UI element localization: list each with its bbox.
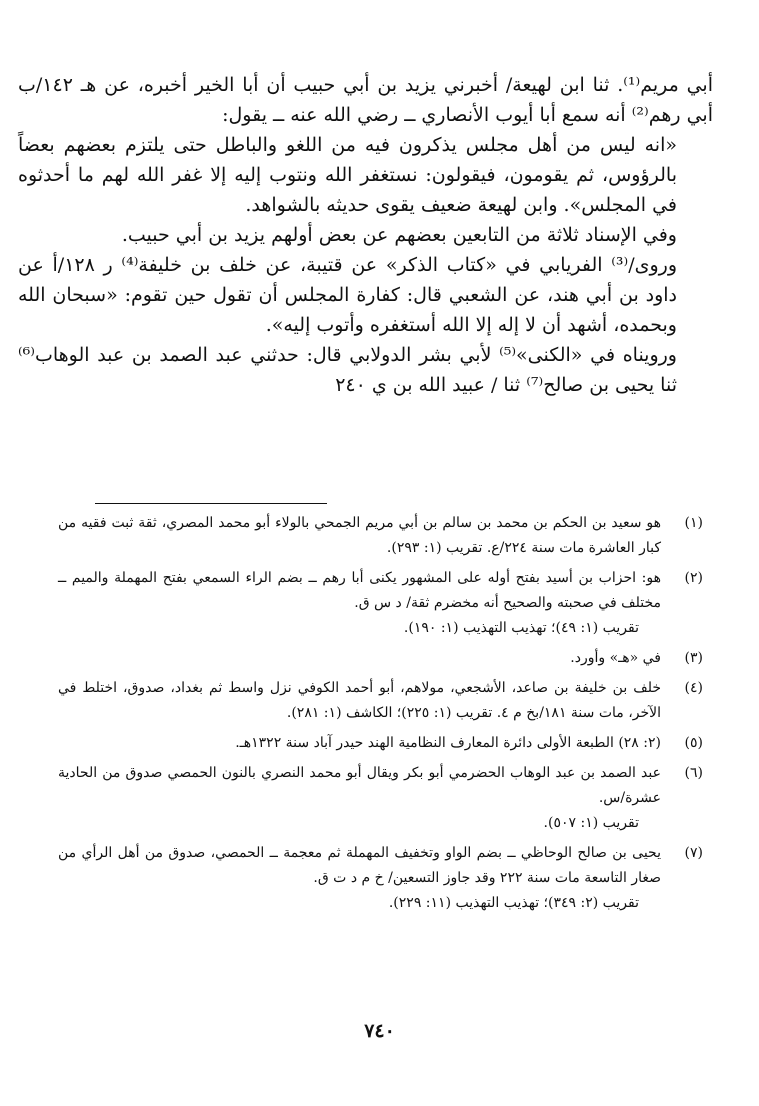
footnote-3	[58, 646, 703, 671]
footnote-text: خلف بن خليفة بن صاعد، الأشجعي، مولاهم، أبو أحمد الكوفي نزل واسط ثم بغداد، صدوق، اختلط في الآخر، مات سنة ١٨١/بخ م ٤. تقريب (١: ٢٢٥)؛ الكاشف (١: ٢٨١).	[58, 680, 661, 721]
paragraph-1: أبي مريم⁽¹⁾. ثنا ابن لهيعة/ أخبرني يزيد بن أبي حبيب أن أبا الخير أخبره، عن هـ ١٤٢/ب أبي رهم⁽²⁾ أنه سمع أبا أيوب الأنصاري ــ رضي الله عنه ــ يقول:	[18, 74, 714, 126]
footnote-number: (٦)	[684, 765, 703, 781]
footnote-7	[58, 841, 703, 916]
footnote-number: (١)	[684, 515, 703, 531]
footnote-1	[58, 511, 703, 561]
footnote-4	[58, 676, 703, 726]
paragraph-2: «انه ليس من أهل مجلس يذكرون فيه من اللغو والباطل حتى يلتزم بعضهم بعضاً بالرؤوس، ثم يقومون، فيقولون: نستغفر الله ونتوب إليه إلا غفر الله لهم ما أحدثوه في المجلس». وابن لهيعة ضعيف يقوى حديثه بالشواهد.	[18, 134, 677, 216]
footnote-number: (٢)	[684, 570, 703, 586]
footnote-text: هو: احزاب بن أسيد بفتح أوله على المشهور يكنى أبا رهم ــ بضم الراء السمعي بفتح المهملة والميم ــ مختلف في صحبته والصحيح أنه مخضرم ثقة/ د س ق.	[58, 570, 661, 611]
footnote-number: (٧)	[684, 845, 703, 861]
footnote-divider	[95, 503, 327, 504]
footnote-text: يحيى بن صالح الوحاظي ــ بضم الواو وتخفيف المهملة ثم معجمة ــ الحمصي، صدوق من أهل الرأي من صغار التاسعة مات سنة ٢٢٢ وقد جاوز التسعين/ خ م د ت ق.	[58, 845, 661, 886]
footnote-number: (٤)	[684, 680, 703, 696]
footnotes	[58, 511, 703, 921]
footnote-reference: تقريب (١: ٥٠٧).	[543, 815, 639, 831]
footnote-6	[58, 761, 703, 836]
paragraph-4: وروى/⁽³⁾ الفريابي في «كتاب الذكر» عن قتيبة، عن خلف بن خليفة⁽⁴⁾ ر ١٢٨/أ عن داود بن أبي هند، عن الشعبي قال: كفارة المجلس أن تقول حين تقوم: «سبحان الله وبحمده، أشهد أن لا إله إلا الله أستغفره وأتوب إليه».	[18, 254, 678, 336]
footnote-5	[58, 731, 703, 756]
footnote-text: في «هـ» وأورد.	[570, 650, 661, 666]
footnote-text: هو سعيد بن الحكم بن محمد بن سالم بن أبي مريم الجمحي بالولاء أبو محمد المصري، ثقة ثبت فقيه من كبار العاشرة مات سنة ٢٢٤/ع. تقريب (١: ٢٩٣).	[58, 515, 661, 556]
footnote-text: (٢: ٢٨) الطبعة الأولى دائرة المعارف النظامية الهند حيدر آباد سنة ١٣٢٢هـ.	[235, 735, 661, 751]
footnote-text: عبد الصمد بن عبد الوهاب الحضرمي أبو بكر ويقال أبو محمد النصري بالنون الحمصي صدوق من الحادية عشرة/س.	[58, 765, 661, 806]
main-text	[18, 70, 713, 400]
footnote-number: (٥)	[684, 735, 703, 751]
paragraph-3: وفي الإسناد ثلاثة من التابعين بعضهم عن بعض أولهم يزيد بن أبي حبيب.	[121, 224, 677, 246]
page-number: ٧٤٠	[364, 1020, 395, 1042]
footnote-2	[58, 566, 703, 641]
footnote-reference: تقريب (١: ٤٩)؛ تهذيب التهذيب (١: ١٩٠).	[403, 620, 639, 636]
footnote-reference: تقريب (٢: ٣٤٩)؛ تهذيب التهذيب (١١: ٢٢٩).	[388, 895, 639, 911]
paragraph-5: ورويناه في «الكنى»⁽⁵⁾ لأبي بشر الدولابي قال: حدثني عبد الصمد بن عبد الوهاب⁽⁶⁾ ثنا يحيى بن صالح⁽⁷⁾ ثنا / عبيد الله بن ي ٢٤٠	[18, 344, 677, 396]
footnote-number: (٣)	[684, 650, 703, 666]
